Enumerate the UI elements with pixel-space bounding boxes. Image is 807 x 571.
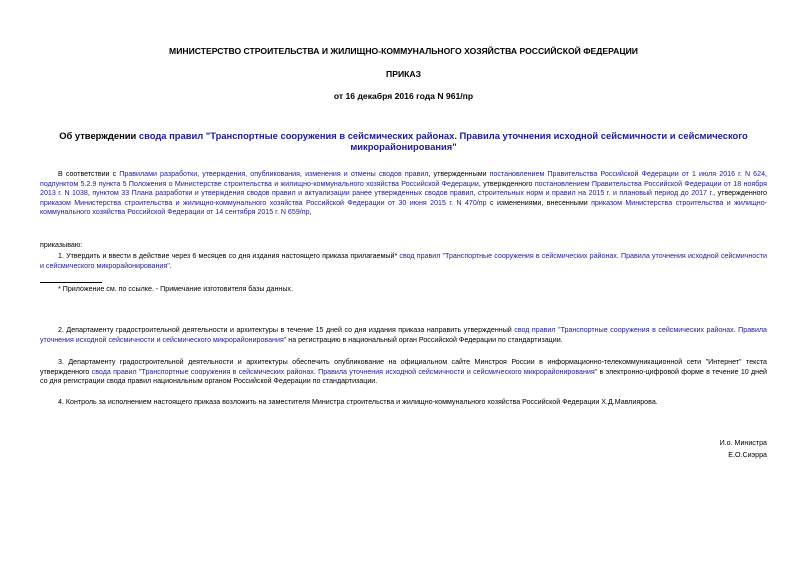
link-order-659[interactable]: приказом Министерства строительства и жилищно-коммунального хозяйства Российской Федерации от 14 сентября 2015 г. N 659/пр (40, 198, 768, 217)
item-3-link[interactable]: свода правил "Транспортные сооружения в сейсмических районах. Правила уточнения исходной сейсмичности и сейсмического микрорайонирования" (91, 367, 598, 376)
preamble-text: В соответствии с (58, 170, 120, 178)
order-word: приказываю: (40, 241, 83, 249)
preamble-text: , (765, 170, 767, 178)
item-3 (40, 358, 767, 387)
subject-link[interactable]: свода правил "Транспортные сооружения в сейсмических районах. Правила уточнения исходной сейсмичности и сейсмического микрорайонирования" (138, 130, 748, 152)
link-resolution-1038[interactable]: постановлением Правительства Российской Федерации от 18 ноября 2013 г. N 1038 (40, 179, 767, 198)
preamble-text: , утвержденного (478, 179, 535, 188)
order-subject (40, 130, 767, 152)
item-text: . (169, 261, 172, 270)
preamble-text: , (309, 208, 312, 217)
item-text: 3. Департаменту градостроительной деятельности и архитектуры обеспечить опубликование на официальном сайте Минстроя России в информационно-телекоммуникационной сети "Интернет" текста утвержденного (40, 358, 767, 376)
item-2 (40, 326, 767, 345)
preamble-text: с изменениями, внесенными (486, 198, 592, 207)
item-2-link[interactable]: свод правил "Транспортные сооружения в сейсмических районах. Правила уточнения исходной сейсмичности и сейсмического микрорайонирования" (40, 326, 767, 344)
item-text: 1. Утвердить и ввести в действие через 6 месяцев со дня издания настоящего приказа прилагаемый* (58, 252, 400, 260)
item-text: 2. Департаменту градостроительной деятельности и архитектуры в течение 15 дней со дня издания приказа направить утвержденный (58, 326, 515, 334)
item-text: в электронно-цифровой форме в течение 10 дней со дня регистрации свода правил национальным органом Российской Федерации по стандартизации. (40, 367, 767, 386)
link-rules[interactable]: Правилами разработки, утверждения, опубликования, изменения и отмены сводов правил (119, 170, 429, 178)
preamble-paragraph (40, 170, 767, 218)
link-resolution-624[interactable]: постановлением Правительства Российской Федерации от 1 июля 2016 г. N 624 (489, 170, 766, 178)
item-1-link[interactable]: свод правил "Транспортные сооружения в сейсмических районах. Правила уточнения исходной сейсмичности и сейсмического микрорайонирования" (40, 252, 768, 270)
signature-position: И.о. Министра (719, 439, 767, 447)
preamble-text: , утвержденного (713, 189, 767, 198)
preamble-text: , (87, 189, 93, 198)
link-plan-item-33[interactable]: пунктом 33 Плана разработки и утверждения сводов правил и актуализации ранее утвержденных сводов правил, строительных норм и правил на 2015 г. и плановый период до 2017 г. (92, 189, 714, 198)
signature-name: Е.О.Сиэрра (728, 451, 767, 459)
doc-type: ПРИКАЗ (386, 69, 421, 79)
item-text: на регистрацию в национальный орган Российской Федерации по стандартизации. (286, 335, 563, 344)
link-regulation-5-2-9[interactable]: подпунктом 5.2.9 пункта 5 Положения о Министерстве строительства и жилищно-коммунального хозяйства Российской Федерации (40, 179, 479, 188)
link-order-470[interactable]: приказом Министерства строительства и жилищно-коммунального хозяйства Российской Федерации от 30 июня 2015 г. N 470/пр (40, 198, 487, 207)
footnote-divider (40, 282, 102, 283)
item-4: 4. Контроль за исполнением настоящего приказа возложить на заместителя Министра строительства и жилищно-коммунального хозяйства Российской Федерации Х.Д.Мавлиярова. (58, 398, 658, 406)
ministry-title: МИНИСТЕРСТВО СТРОИТЕЛЬСТВА И ЖИЛИЩНО-КОММУНАЛЬНОГО ХОЗЯЙСТВА РОССИЙСКОЙ ФЕДЕРАЦИИ (169, 46, 638, 56)
subject-prefix: Об утверждении (59, 130, 139, 141)
preamble-text: , утвержденными (428, 170, 490, 178)
item-1 (40, 252, 767, 271)
order-date-number: от 16 декабря 2016 года N 961/пр (333, 91, 474, 101)
footnote: * Приложение см. по ссылке. - Примечание изготовителя базы данных. (58, 285, 293, 293)
